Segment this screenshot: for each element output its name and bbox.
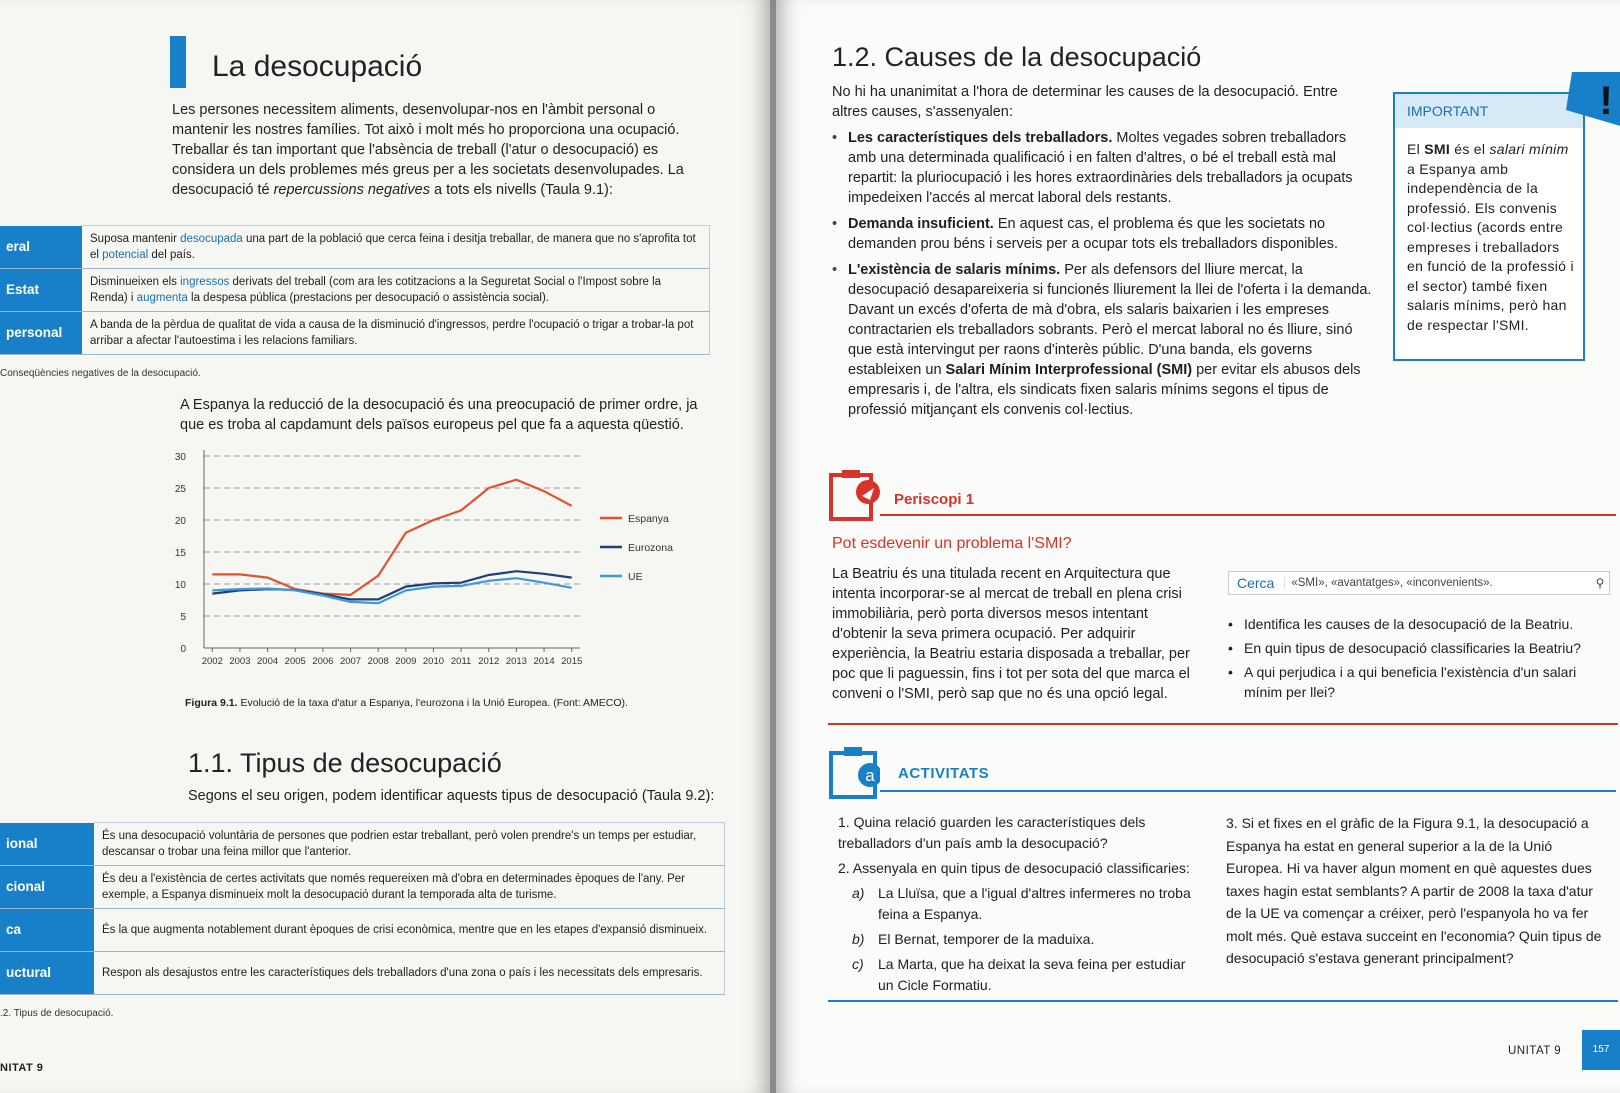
table-row: [0, 226, 710, 269]
table-row: [0, 865, 725, 908]
x-tick-label: 2012: [478, 656, 500, 667]
activities-column-1: [838, 812, 1198, 1000]
y-tick-label: 20: [174, 516, 186, 527]
chapter-number-block: [170, 36, 186, 88]
list-item: • L'existència de salaris mínims. Per als defensors del lliure mercat, la desocupació desapareixeria si funcionés lliurement la llei de l'oferta i la demanda. Davant un excés d'oferta de mà d'obra, els salaris baixarien i les empreses contractarien els treballadors sobrants. Però el mercat laboral no és lliure, sinó que està intervingut per raons d'interès públic. D'una banda, els governs estableixen un Salari Mínim Interprofessional (SMI) per evitar els abusos dels empresaris i, de l'altra, els sindicats fixen salaris mínims segons el tipus de professió mitjançant els convenis col·lectius.: [832, 260, 1372, 420]
right-page: [776, 0, 1620, 1093]
intro-paragraph: Les persones necessitem aliments, desenvolupar-nos en l'àmbit personal o mantenir les nostres famílies. Tot això i molt més ho proporciona una ocupació. Treballar és tan important que l'absència de treball (l'atur o desocupació) es considera un dels problemes més greus per a les societats desenvolupades. La desocupació té repercussions negatives a tots els nivells (Taula 9.1):: [172, 102, 684, 198]
activity-subitem: a) La Lluïsa, que a l'igual d'altres infermeres no troba feina a Espanya.: [852, 885, 1191, 922]
footer-unit-left: NITAT 9: [0, 1062, 44, 1074]
row-text: Respon als desajustos entre les característiques dels treballadors d'una zona o país i les necessitats dels empresaris.: [94, 951, 725, 994]
activities-column-2: [1226, 812, 1611, 974]
chart-svg: [170, 448, 730, 688]
row-label: ional: [0, 823, 94, 866]
page-number: 157: [1582, 1030, 1620, 1070]
legend-label: Eurozona: [628, 542, 673, 554]
table-row: [0, 951, 725, 994]
section-intro-1-1: Segons el seu origen, podem identificar aquests tipus de desocupació (Taula 9.2):: [188, 788, 715, 804]
y-tick-label: 0: [180, 644, 186, 655]
legend-label: Espanya: [628, 513, 669, 525]
y-tick-label: 10: [174, 580, 186, 591]
x-tick-label: 2008: [367, 656, 389, 667]
series-line-eurozona: [212, 571, 571, 599]
x-tick-label: 2002: [201, 656, 223, 667]
table1-caption: Conseqüències negatives de la desocupació.: [0, 368, 201, 379]
svg-text:a: a: [865, 766, 875, 785]
table-row: [0, 311, 710, 354]
search-icon[interactable]: ⚲: [1595, 576, 1605, 590]
y-tick-label: 25: [174, 484, 186, 495]
row-label: cional: [0, 865, 94, 908]
periscopi-questions: [1228, 614, 1613, 706]
x-tick-label: 2009: [395, 656, 417, 667]
x-tick-label: 2005: [284, 656, 306, 667]
row-text: A banda de la pèrdua de qualitat de vida a causa de la disminució d'ingressos, perdre l'ocupació o trigar a trobar-la pot arribar a afectar l'autoestima i les relacions familiars.: [82, 311, 710, 354]
footer-unit-right: UNITAT 9: [1508, 1045, 1562, 1057]
activity-question-1: 1. Quina relació guarden les característiques dels treballadors d'un país amb la desocupació?: [838, 814, 1146, 851]
causes-list: [832, 128, 1372, 426]
x-tick-label: 2013: [505, 656, 527, 667]
y-tick-label: 30: [174, 452, 186, 463]
list-item: • Demanda insuficient. En aquest cas, el problema és que les societats no demanden prou béns i serveis per a ocupar tots els treballadors disponibles.: [832, 214, 1372, 254]
list-item: • En quin tipus de desocupació classificaries la Beatriu?: [1228, 638, 1613, 658]
x-tick-label: 2011: [450, 656, 472, 667]
y-tick-label: 15: [174, 548, 186, 559]
x-tick-label: 2010: [422, 656, 445, 667]
section-title-1-1: 1.1. Tipus de desocupació: [188, 748, 502, 778]
left-page: [0, 0, 770, 1093]
x-tick-label: 2015: [561, 656, 583, 667]
row-label: personal: [0, 311, 82, 354]
x-tick-label: 2007: [339, 656, 362, 667]
periscopi-question: Pot esdevenir un problema l'SMI?: [832, 535, 1072, 552]
x-tick-label: 2014: [533, 656, 555, 667]
y-tick-label: 5: [180, 612, 186, 623]
important-flag-icon: [1566, 70, 1620, 130]
activities-bottom-divider: [828, 1000, 1618, 1002]
chapter-title: [212, 50, 422, 84]
table2-caption: .2. Tipus de desocupació.: [0, 1008, 114, 1019]
row-label: eral: [0, 226, 82, 269]
chapter-title-text: La desocupació: [212, 50, 423, 83]
causes-intro: No hi ha unanimitat a l'hora de determinar les causes de la desocupació. Entre altres causes, s'assenyalen:: [832, 84, 1338, 120]
activity-subitem: c) La Marta, que ha deixat la seva feina per estudiar un Cicle Formatiu.: [852, 956, 1186, 993]
consequences-table: [0, 225, 710, 355]
row-label: uctural: [0, 951, 94, 994]
svg-text:!: !: [1599, 79, 1613, 123]
activity-subitem: b) El Bernat, temporer de la maduixa.: [852, 931, 1095, 947]
section-title-1-2: 1.2. Causes de la desocupació: [832, 42, 1202, 72]
activities-clipboard-icon: [828, 745, 880, 801]
row-text: És deu a l'existència de certes activitats que només requereixen mà d'obra en determinades èpoques de l'any. Per exemple, a Espanya disminueix molt la desocupació durant la temporada alta de turisme.: [94, 865, 725, 908]
periscopi-title: Periscopi 1: [894, 491, 975, 508]
spain-paragraph: A Espanya la reducció de la desocupació és una preocupació de primer ordre, ja que es troba al capdamunt dels països europeus pel que fa a aquesta qüestió.: [180, 397, 698, 433]
types-table: [0, 822, 725, 995]
activity-question-3: 3. Si et fixes en el gràfic de la Figura 9.1, la desocupació a Espanya ha estat en general superior a la de la Unió Europea. Hi va haver algun moment en què aquestes dues taxes hagin estat semblants? A partir de 2008 la taxa d'atur de la UE va començar a créixer, però l'espanyola ho va fer molt més. Què estava succeint en l'economia? Quin tipus de desocupació s'estava generant principalment?: [1226, 815, 1602, 966]
search-bar[interactable]: [1228, 571, 1610, 595]
periscopi-divider: [880, 514, 1616, 516]
periscope-clipboard-icon: [828, 468, 880, 522]
row-label: Estat: [0, 268, 82, 311]
table-row: [0, 823, 725, 866]
search-input[interactable]: «SMI», «avantatges», «inconvenients».: [1284, 577, 1591, 589]
row-text: És la que augmenta notablement durant èpoques de crisi econòmica, mentre que en les etapes d'expansió disminueix.: [94, 908, 725, 951]
important-box: [1393, 92, 1585, 361]
row-text: És una desocupació voluntària de persones que podrien estar treballant, però volen prendre's un temps per estudiar, descansar o trobar una feina millor que l'anterior.: [94, 823, 725, 866]
periscopi-bottom-divider: [828, 723, 1618, 725]
row-text: Suposa mantenir desocupada una part de la població que cerca feina i desitja treballar, de manera que no s'aprofita tot el potencial del país.: [82, 226, 710, 269]
figure-caption: Figura 9.1. Evolució de la taxa d'atur a Espanya, l'eurozona i la Unió Europea. (Font: AMECO).: [185, 697, 628, 709]
important-header: IMPORTANT: [1395, 94, 1583, 128]
series-line-ue: [212, 578, 571, 603]
x-tick-label: 2004: [257, 656, 279, 667]
activities-title: ACTIVITATS: [898, 765, 990, 782]
list-item: • A qui perjudica i a qui beneficia l'existència d'un salari mínim per llei?: [1228, 662, 1613, 702]
row-text: Disminueixen els ingressos derivats del treball (com ara les cotitzacions a la Seguretat Social o l'Impost sobre la Renda) i augmenta la despesa pública (prestacions per desocupació o assistència social).: [82, 268, 710, 311]
table-row: [0, 268, 710, 311]
legend-label: UE: [628, 571, 643, 583]
x-tick-label: 2006: [312, 656, 334, 667]
row-label: ca: [0, 908, 94, 951]
list-item: • Les característiques dels treballadors. Moltes vegades sobren treballadors amb una determinada qualificació i en falten d'altres, o bé el treball està mal repartit: la pluriocupació i les hores extraordinàries dels treballadors ja ocupats impedeixen l'accés al mercat laboral dels restants.: [832, 128, 1372, 208]
table-row: [0, 908, 725, 951]
important-text: El SMI és el salari mínim a Espanya amb independència de la professió. Els convenis col·lectius (acords entre empreses i treballadors en funció de la professió i el sector) també fixen salaris mínims, però han de respectar l'SMI.: [1407, 141, 1574, 333]
x-tick-label: 2003: [229, 656, 251, 667]
unemployment-chart: [170, 448, 730, 688]
search-label: Cerca: [1237, 575, 1275, 591]
activities-divider: [880, 790, 1616, 792]
activity-question-2: 2. Assenyala en quin tipus de desocupació classificaries:: [838, 860, 1190, 876]
periscopi-text: La Beatriu és una titulada recent en Arquitectura que intenta incorporar-se al mercat de treball en plena crisi immobiliària, però porta diversos mesos intentant d'obtenir la seva primera ocupació. Per adquirir experiència, la Beatriu estaria disposada a treballar, per poc que li paguessin, fins i tot per sota del que marca el conveni o l'SMI, però sap que no és una opció legal.: [832, 566, 1190, 702]
list-item: • Identifica les causes de la desocupació de la Beatriu.: [1228, 614, 1613, 634]
